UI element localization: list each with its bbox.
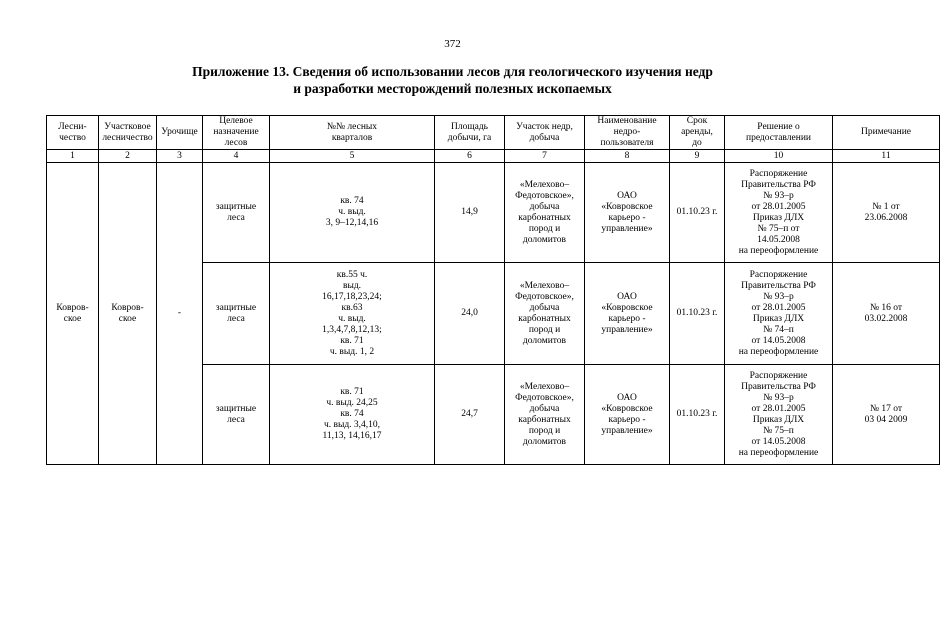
document-title — [0, 63, 905, 97]
cell-subsoil: «Мелехово– Федотовское», добыча карбонатных пород и доломитов — [505, 163, 585, 263]
header-user: Наименование недро- пользователя — [585, 116, 670, 150]
cell-purpose: защитные леса — [203, 163, 270, 263]
cell-purpose: защитные леса — [203, 365, 270, 465]
header-uchastkovoe: Участковое лесничество — [99, 116, 157, 150]
header-row — [47, 116, 940, 150]
header-quarters: №№ лесных кварталов — [270, 116, 435, 150]
cell-note: № 1 от 23.06.2008 — [833, 163, 940, 263]
header-urochishche: Урочище — [157, 116, 203, 150]
cell-quarters: кв.55 ч. выд. 16,17,18,23,24; кв.63 ч. выд. 1,3,4,7,8,12,13; кв. 71 ч. выд. 1, 2 — [270, 263, 435, 365]
column-number: 11 — [833, 150, 940, 163]
table-row — [47, 163, 940, 263]
column-number: 8 — [585, 150, 670, 163]
cell-subsoil: «Мелехово– Федотовское», добыча карбонатных пород и доломитов — [505, 263, 585, 365]
cell-quarters: кв. 71 ч. выд. 24,25 кв. 74 ч. выд. 3,4,10, 11,13, 14,16,17 — [270, 365, 435, 465]
cell-area: 24,0 — [435, 263, 505, 365]
header-area: Площадь добычи, га — [435, 116, 505, 150]
cell-area: 14,9 — [435, 163, 505, 263]
column-number: 6 — [435, 150, 505, 163]
cell-term: 01.10.23 г. — [670, 365, 725, 465]
column-number: 7 — [505, 150, 585, 163]
column-number: 9 — [670, 150, 725, 163]
cell-user: ОАО «Ковровское карьеро - управление» — [585, 163, 670, 263]
cell-subsoil: «Мелехово– Федотовское», добыча карбонатных пород и доломитов — [505, 365, 585, 465]
title-line-2: и разработки месторождений полезных ископаемых — [293, 81, 612, 96]
cell-decision: Распоряжение Правительства РФ № 93–р от 28.01.2005 Приказ ДЛХ № 75–п от 14.05.2008 на переоформление — [725, 163, 833, 263]
cell-term: 01.10.23 г. — [670, 263, 725, 365]
page-number: 372 — [444, 38, 461, 50]
header-purpose: Целевое назначение лесов — [203, 116, 270, 150]
column-number: 3 — [157, 150, 203, 163]
cell-purpose: защитные леса — [203, 263, 270, 365]
cell-user: ОАО «Ковровское карьеро - управление» — [585, 263, 670, 365]
column-number: 1 — [47, 150, 99, 163]
column-number: 5 — [270, 150, 435, 163]
cell-decision: Распоряжение Правительства РФ № 93–р от 28.01.2005 Приказ ДЛХ № 74–п от 14.05.2008 на переоформление — [725, 263, 833, 365]
cell-lesnichestvo: Ковров- ское — [47, 163, 99, 465]
column-number: 2 — [99, 150, 157, 163]
cell-urochishche: - — [157, 163, 203, 465]
forest-use-table — [46, 115, 940, 465]
column-number: 4 — [203, 150, 270, 163]
cell-quarters: кв. 74 ч. выд. 3, 9–12,14,16 — [270, 163, 435, 263]
cell-user: ОАО «Ковровское карьеро - управление» — [585, 365, 670, 465]
header-note: Примечание — [833, 116, 940, 150]
column-number: 10 — [725, 150, 833, 163]
header-term: Срок аренды, до — [670, 116, 725, 150]
cell-uchastkovoe: Ковров- ское — [99, 163, 157, 465]
column-number-row — [47, 150, 940, 163]
cell-decision: Распоряжение Правительства РФ № 93–р от 28.01.2005 Приказ ДЛХ № 75–п от 14.05.2008 на переоформление — [725, 365, 833, 465]
title-line-1: Приложение 13. Сведения об использовании лесов для геологического изучения недр — [192, 64, 713, 79]
header-subsoil: Участок недр, добыча — [505, 116, 585, 150]
header-decision: Решение о предоставлении — [725, 116, 833, 150]
cell-note: № 16 от 03.02.2008 — [833, 263, 940, 365]
cell-term: 01.10.23 г. — [670, 163, 725, 263]
header-lesnichestvo: Лесни- чество — [47, 116, 99, 150]
cell-note: № 17 от 03 04 2009 — [833, 365, 940, 465]
cell-area: 24,7 — [435, 365, 505, 465]
